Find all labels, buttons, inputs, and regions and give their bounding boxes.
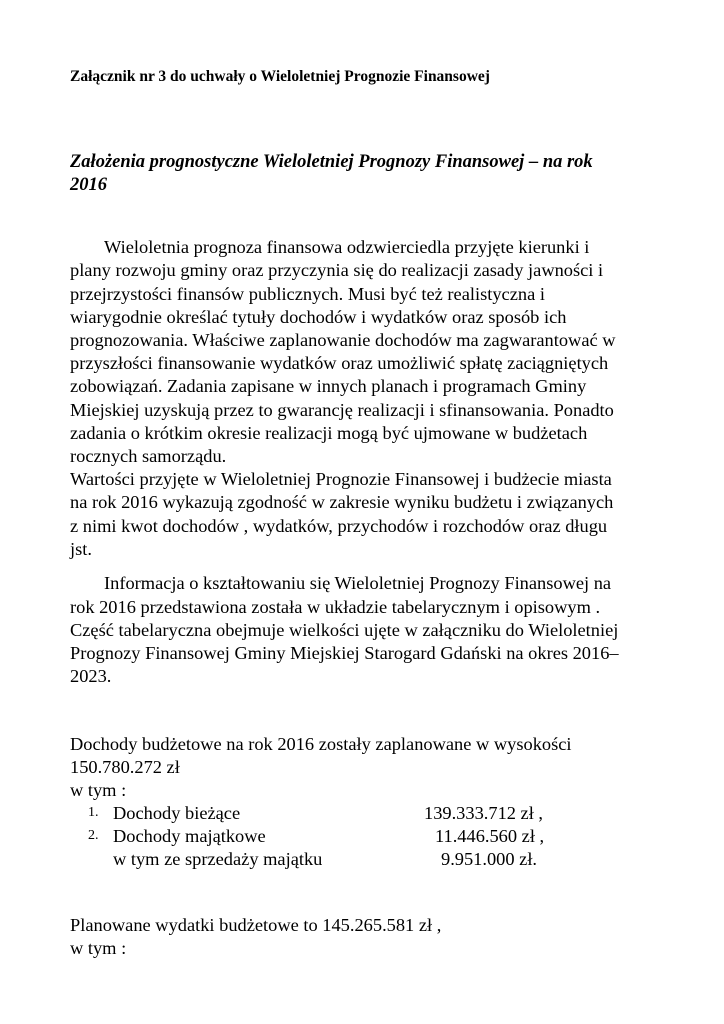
income-sub-amount: 9.951.000 zł. [441,849,538,869]
income-intro: Dochody budżetowe na rok 2016 zostały zaplanowane w wysokości [70,734,572,754]
paragraph-line: Część tabelaryczna obejmuje wielkości ujęte w załączniku do Wieloletniej [70,620,619,640]
paragraph-line: 2023. [70,666,112,686]
paragraph-line: prognozowania. Właściwe zaplanowanie dochodów ma zagwarantować w [70,330,616,350]
paragraph-line: Miejskiej uzyskują przez to gwarancję realizacji i sfinansowania. Ponadto [70,400,614,420]
paragraph-line: jst. [70,539,92,559]
income-item-amount: 139.333.712 zł , [424,803,544,823]
paragraph-line: plany rozwoju gminy oraz przyczynia się do realizacji zasady jawności i [70,260,604,280]
paragraph-line: rocznych samorządu. [70,446,227,466]
title-line-2: 2016 [70,175,107,195]
expenses-in-that: w tym : [70,938,127,958]
paragraph-line: zadania o krótkim okresie realizacji mogą być ujmowane w budżetach [70,423,588,443]
paragraph-line: zobowiązań. Zadania zapisane w innych planach i programach Gminy [70,376,587,396]
income-item-label: Dochody bieżące [113,803,241,823]
title-line-1: Założenia prognostyczne Wieloletniej Prognozy Finansowej – na rok [70,152,593,172]
income-total: 150.780.272 zł [70,757,180,777]
paragraph-line: przejrzystości finansów publicznych. Musi być też realistyczna i [70,284,545,304]
income-in-that: w tym : [70,780,127,800]
list-number: 2. [88,828,99,843]
document-title [70,151,630,197]
paragraph-line: z nimi kwot dochodów , wydatków, przychodów i rozchodów oraz długu [70,516,608,536]
paragraph-line: wiarygodnie określać tytuły dochodów i wydatków oraz sposób ich [70,307,567,327]
list-number: 1. [88,805,99,820]
income-item-label: Dochody majątkowe [113,826,266,846]
paragraph-line: Wartości przyjęte w Wieloletniej Prognozie Finansowej i budżecie miasta [70,469,612,489]
paragraph-line: Wieloletnia prognoza finansowa odzwierciedla przyjęte kierunki i [104,237,590,257]
paragraph-line: Prognozy Finansowej Gminy Miejskiej Starogard Gdański na okres 2016– [70,643,619,663]
paragraph-line: Informacja o kształtowaniu się Wieloletniej Prognozy Finansowej na [104,573,612,593]
paragraph-line: przyszłości finansowanie wydatków oraz umożliwić spłatę zaciągniętych [70,353,609,373]
annex-header: Załącznik nr 3 do uchwały o Wieloletniej Prognozie Finansowej [70,68,490,85]
paragraph-line: rok 2016 przedstawiona została w układzie tabelarycznym i opisowym . [70,597,601,617]
income-sub-label: w tym ze sprzedaży majątku [113,849,323,869]
income-item-amount: 11.446.560 zł , [435,826,545,846]
expenses-intro: Planowane wydatki budżetowe to 145.265.581 zł , [70,915,442,935]
paragraph-line: na rok 2016 wykazują zgodność w zakresie wyniku budżetu i związanych [70,492,614,512]
